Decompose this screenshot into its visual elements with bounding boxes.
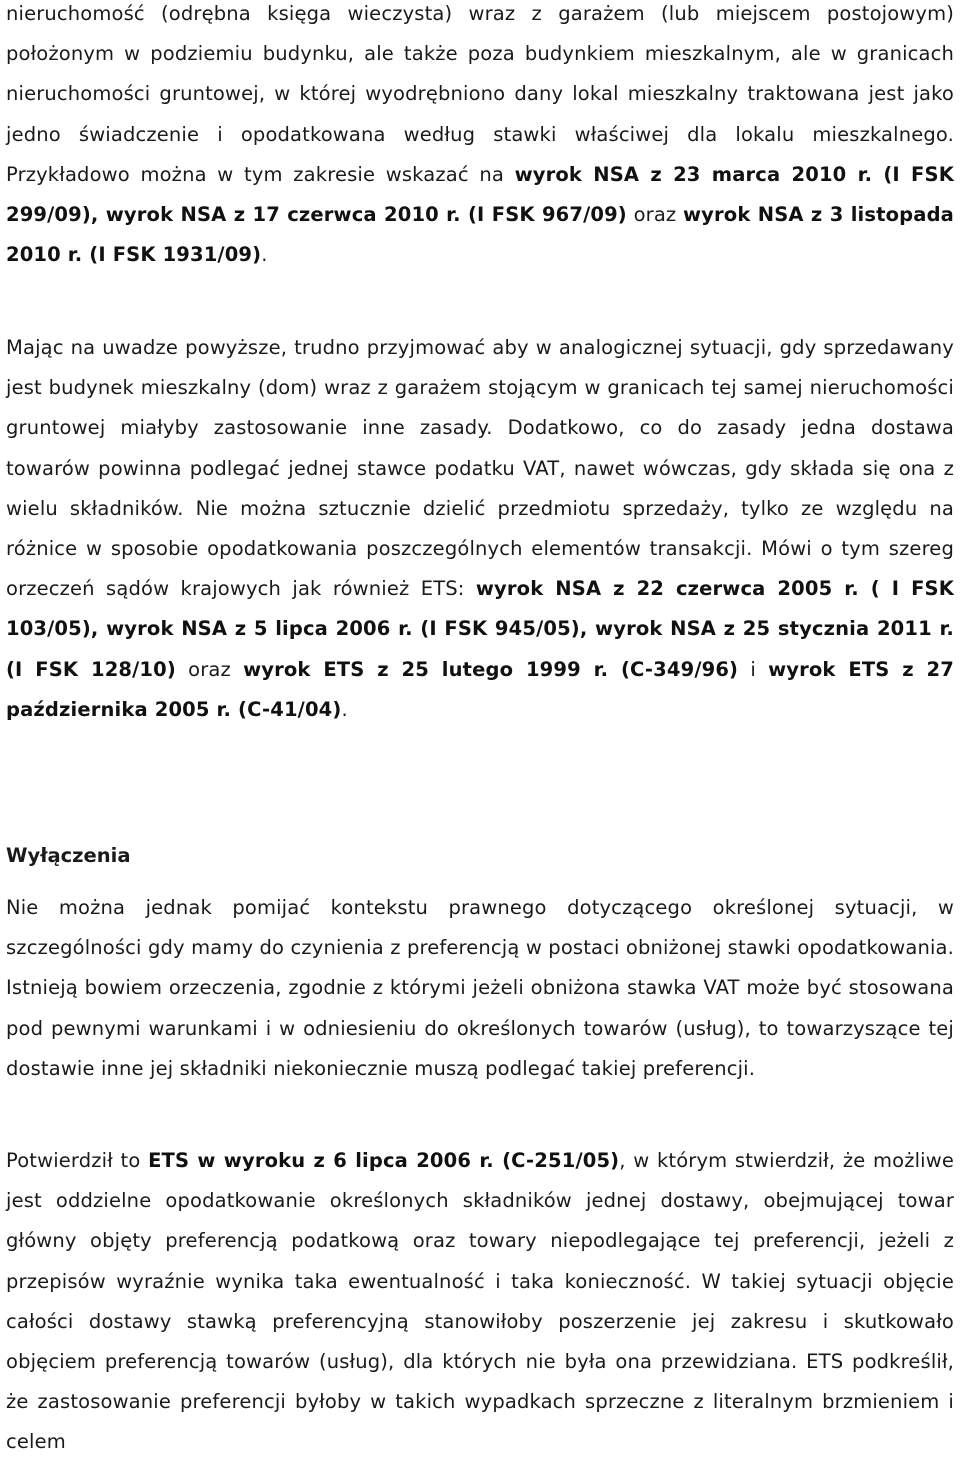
text-run: Nie można jednak pomijać kontekstu prawnego dotyczącego określonej sytuacji, w szczególności gdy mamy do czynienia z preferencją w postaci obniżonej stawki opodatkowania. Istnieją bowiem orzeczenia, zgodnie z którymi jeżeli obniżona stawka VAT może być stosowana pod pewnymi warunkami i w odniesieniu do określonych towarów (usług), to towarzyszące tej dostawie inne jej składniki niekoniecznie muszą podlegać takiej preferencji. (6, 896, 954, 1080)
case-citation: wyrok NSA z 3 listopada 2010 r. (I FSK 1931/09) (6, 203, 954, 267)
text-run: oraz (175, 657, 244, 681)
case-citation: ETS w wyroku z 6 lipca 2006 r. (C-251/05) (148, 1149, 620, 1172)
text-run: nieruchomość (odrębna księga wieczysta) wraz z garażem (lub miejscem postojowym) położonym w podziemiu budynku, ale także poza budynkiem mieszkalnym, ale w granicach nieruchomości gruntowej, w której wyodrębniono dany lokal mieszkalny traktowana jest jako jedno świadczenie i opodatkowana według stawki właściwej dla lokalu mieszkalnego. Przykładowo można w tym zakresie wskazać na (6, 2, 954, 186)
text-run: . (341, 697, 348, 721)
case-citation: wyrok ETS z 25 lutego 1999 r. (C-349/96) (243, 657, 739, 681)
paragraph-ets-confirmation (6, 1141, 954, 1463)
text-run: , w którym stwierdził, że możliwe jest oddzielne opodatkowanie określonych składników jednej dostawy, obejmującej towar główny objęty preferencją podatkową oraz towary niepodlegające tej preferencji, jeżeli z przepisów wyraźnie wynika taka ewentualność i taka konieczność. W takiej sytuacji objęcie całości dostawy stawką preferencyjną stanowiłoby poszerzenie jej zakresu i skutkowało objęciem preferencją towarów (usług), dla których nie była ona przewidziana. ETS podkreślił, że zastosowanie preferencji byłoby w takich wypadkach sprzeczne z literalnym brzmieniem i celem (6, 1149, 954, 1454)
case-citation: wyrok ETS z 27 października 2005 r. (C-41/04) (6, 657, 954, 721)
text-run: . (261, 243, 268, 267)
case-citation: wyrok NSA z 23 marca 2010 r. (I FSK 299/09), wyrok NSA z 17 czerwca 2010 r. (I FSK 967/09) (6, 162, 954, 227)
section-heading-exclusions: Wyłączenia (6, 844, 131, 867)
paragraph-garage-indivisible (6, 0, 954, 275)
text-run: Mając na uwadze powyższe, trudno przyjmować aby w analogicznej sytuacji, gdy sprzedawany jest budynek mieszkalny (dom) wraz z garażem stojącym w granicach tej samej nieruchomości gruntowej miałyby zastosowanie inne zasady. Dodatkowo, co do zasady jedna dostawa towarów powinna podlegać jednej stawce podatku VAT, nawet wówczas, gdy składa się ona z wielu składników. Nie można sztucznie dzielić przedmiotu sprzedaży, tylko ze względu na różnice w sposobie opodatkowania poszczególnych elementów transakcji. Mówi o tym szereg orzeczeń sądów krajowych jak również ETS: (6, 336, 954, 601)
case-citation: wyrok NSA z 22 czerwca 2005 r. ( I FSK 103/05), wyrok NSA z 5 lipca 2006 r. (I FSK 945/05), wyrok NSA z 25 stycznia 2011 r. (I FSK 128/10) (6, 577, 955, 681)
text-run: oraz (626, 203, 683, 227)
text-run: i (738, 657, 769, 681)
paragraph-single-supply-rule (6, 328, 954, 730)
text-run: Potwierdził to (6, 1149, 149, 1172)
paragraph-preferential-rate-context (6, 888, 954, 1089)
